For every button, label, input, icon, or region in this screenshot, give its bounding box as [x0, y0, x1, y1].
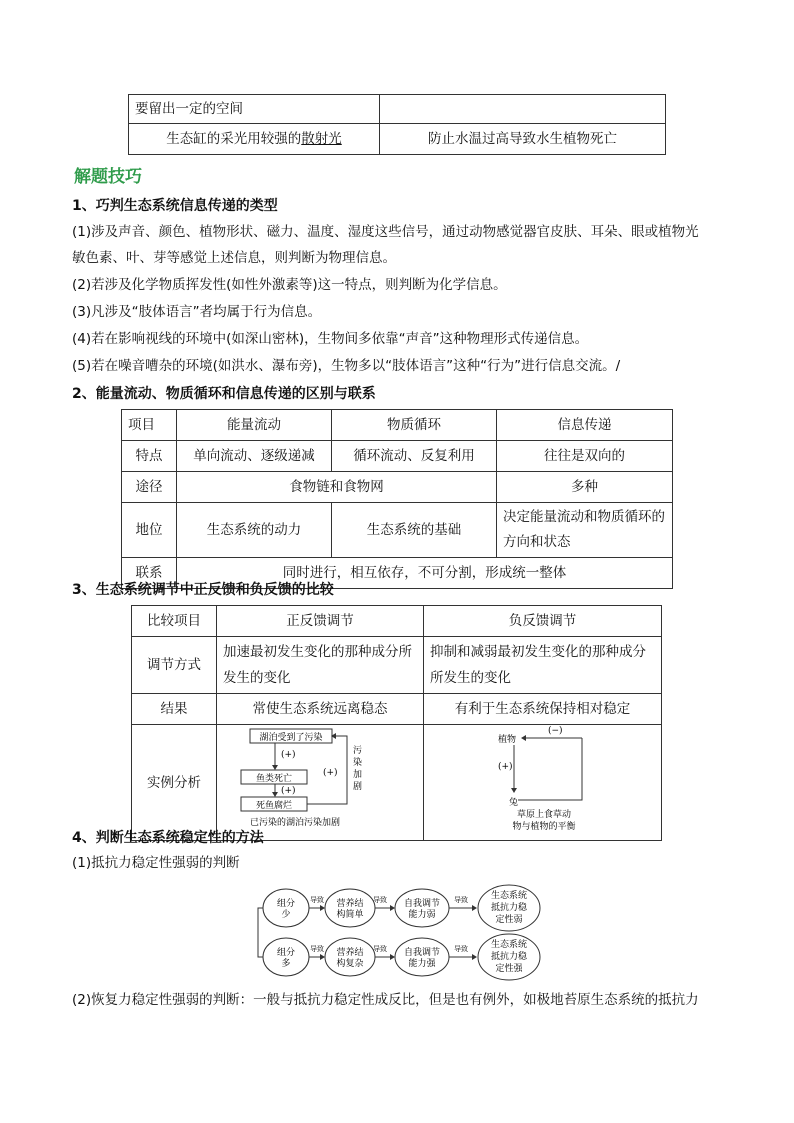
top-table	[128, 94, 666, 155]
table-cell: 常使生态系统远离稳态	[217, 694, 424, 725]
flow-node-label: 构简单	[336, 910, 364, 920]
flow-node-label: 能力强	[408, 959, 436, 969]
table-header: 信息传递	[497, 410, 673, 441]
flow-node-label: 构复杂	[336, 959, 364, 969]
heading-3: 3、生态系统调节中正反馈和负反馈的比较	[72, 582, 334, 598]
table-cell: 生态系统的基础	[332, 503, 497, 558]
paragraph: (5)若在噪音嘈杂的环境(如洪水、瀑布旁)，生物多以“肢体语言”这种“行为”进行信息交流。/	[72, 358, 621, 374]
table-cell: 结果	[132, 694, 217, 725]
arrowhead	[390, 905, 395, 911]
table-cell: 调节方式	[132, 637, 217, 694]
flow-node-label: 能力弱	[408, 910, 436, 920]
top-table-cell	[380, 95, 666, 124]
flow-node-label: 生态系统	[490, 940, 528, 950]
table-cell: 同时进行，相互依存，不可分割，形成统一整体	[177, 558, 673, 589]
arrowhead	[272, 765, 278, 770]
flow-node-label: 生态系统	[490, 891, 528, 901]
table-cell: 特点	[122, 441, 177, 472]
table-cell: 食物链和食物网	[177, 472, 497, 503]
flow-node-label: 抵抗力稳	[490, 903, 528, 913]
plus-label: (+)	[498, 762, 513, 772]
positive-feedback-diagram	[217, 725, 409, 831]
flow-node-label: 定性弱	[495, 915, 523, 925]
table-cell: 抑制和减弱最初发生变化的那种成分所发生的变化	[424, 637, 662, 694]
heading-1: 1、巧判生态系统信息传递的类型	[72, 198, 278, 214]
flow-node-label: 组分	[276, 899, 296, 909]
cell-text: 生态缸的采光用较强的	[166, 131, 302, 147]
diagram-box-label: 湖泊受到了污染	[259, 733, 323, 743]
top-table-cell: 防止水温过高导致水生植物死亡	[380, 124, 666, 155]
table-cell: 单向流动、逐级递减	[177, 441, 332, 472]
heading-2: 2、能量流动、物质循环和信息传递的区别与联系	[72, 386, 376, 402]
table-header: 项目	[122, 410, 177, 441]
flow-node-label: 营养结	[336, 899, 364, 909]
paragraph: (4)若在影响视线的环境中(如深山密林)，生物间多依靠“声音”这种物理形式传递信息。	[72, 331, 589, 347]
flow-node-label: 自我调节	[403, 948, 441, 958]
table-cell: 地位	[122, 503, 177, 558]
arrow-label: 导致	[373, 945, 387, 953]
flow-node-label: 少	[281, 910, 291, 920]
vertical-label: 染	[353, 758, 363, 768]
diagram-caption: 已污染的湖泊污染加剧	[249, 818, 341, 828]
paragraph: (1)涉及声音、颜色、植物形状、磁力、温度、湿度这些信号，通过动物感觉器官皮肤、耳朵、眼或植物光	[72, 224, 699, 240]
table-cell: 往往是双向的	[497, 441, 673, 472]
flow-node-label: 多	[281, 959, 291, 969]
vertical-label: 剧	[353, 782, 363, 792]
arrowhead	[472, 905, 477, 911]
paragraph: (1)抵抗力稳定性强弱的判断	[72, 855, 240, 871]
flow-node-label: 自我调节	[403, 899, 441, 909]
table-cell: 有利于生态系统保持相对稳定	[424, 694, 662, 725]
diagram-box-label: 鱼类死亡	[255, 774, 293, 784]
arrowhead	[320, 905, 325, 911]
arrowhead	[390, 954, 395, 960]
paragraph: (2)若涉及化学物质挥发性(如性外激素等)这一特点，则判断为化学信息。	[72, 277, 507, 293]
flow-node-label: 组分	[276, 948, 296, 958]
plus-label: (+)	[281, 786, 296, 796]
table-cell: 决定能量流动和物质循环的方向和状态	[497, 503, 673, 558]
arrow-label: 导致	[310, 945, 324, 953]
table-cell: 加速最初发生变化的那种成分所发生的变化	[217, 637, 424, 694]
diagram-caption: 物与植物的平衡	[512, 822, 576, 831]
minus-label: (−)	[548, 726, 563, 736]
comparison-table-flows	[121, 409, 673, 589]
plant-label: 植物	[498, 735, 517, 745]
table-header: 物质循环	[332, 410, 497, 441]
flow-node-label: 营养结	[336, 948, 364, 958]
table-cell: 实例分析	[132, 725, 217, 841]
arrow-label: 导致	[373, 896, 387, 904]
feedback-comparison-table	[131, 605, 662, 841]
table-cell: 循环流动、反复利用	[332, 441, 497, 472]
table-cell: 联系	[122, 558, 177, 589]
plus-label: (+)	[323, 768, 338, 778]
section-title: 解题技巧	[74, 167, 142, 187]
table-header: 能量流动	[177, 410, 332, 441]
loop-line	[518, 738, 582, 800]
top-table-cell: 要留出一定的空间	[129, 95, 380, 124]
arrow-label: 导致	[310, 896, 324, 904]
vertical-label: 污	[353, 746, 363, 756]
paragraph: 敏色素、叶、芽等感觉上述信息，则判断为物理信息。	[72, 250, 396, 266]
negative-feedback-diagram	[424, 725, 660, 831]
table-header: 正反馈调节	[217, 606, 424, 637]
flow-node-label: 定性强	[495, 964, 523, 974]
arrow-label: 导致	[454, 945, 468, 953]
diagram-caption: 草原上食草动	[516, 810, 572, 820]
table-header: 负反馈调节	[424, 606, 662, 637]
rabbit-label: 兔	[509, 798, 519, 808]
paragraph: (3)凡涉及“肢体语言”者均属于行为信息。	[72, 304, 322, 320]
table-cell: 生态系统的动力	[177, 503, 332, 558]
arrowhead	[511, 788, 517, 793]
arrow-label: 导致	[454, 896, 468, 904]
table-header: 比较项目	[132, 606, 217, 637]
negative-feedback-diagram-cell	[424, 725, 662, 841]
plus-label: (+)	[281, 750, 296, 760]
underlined-term: 散射光	[301, 131, 342, 147]
arrowhead	[521, 735, 526, 741]
paragraph: (2)恢复力稳定性强弱的判断：一般与抵抗力稳定性成反比，但是也有例外，如极地苔原生态系统的抵抗力	[72, 992, 699, 1008]
positive-feedback-diagram-cell	[217, 725, 424, 841]
stability-flow-diagram	[252, 880, 552, 984]
bracket-line	[258, 908, 263, 957]
top-table-cell	[129, 124, 380, 155]
table-cell: 途径	[122, 472, 177, 503]
arrowhead	[472, 954, 477, 960]
arrowhead	[272, 792, 278, 797]
heading-4: 4、判断生态系统稳定性的方法	[72, 830, 264, 846]
arrowhead	[320, 954, 325, 960]
table-cell: 多种	[497, 472, 673, 503]
diagram-box-label: 死鱼腐烂	[255, 801, 293, 811]
vertical-label: 加	[353, 770, 363, 780]
flow-node-label: 抵抗力稳	[490, 952, 528, 962]
